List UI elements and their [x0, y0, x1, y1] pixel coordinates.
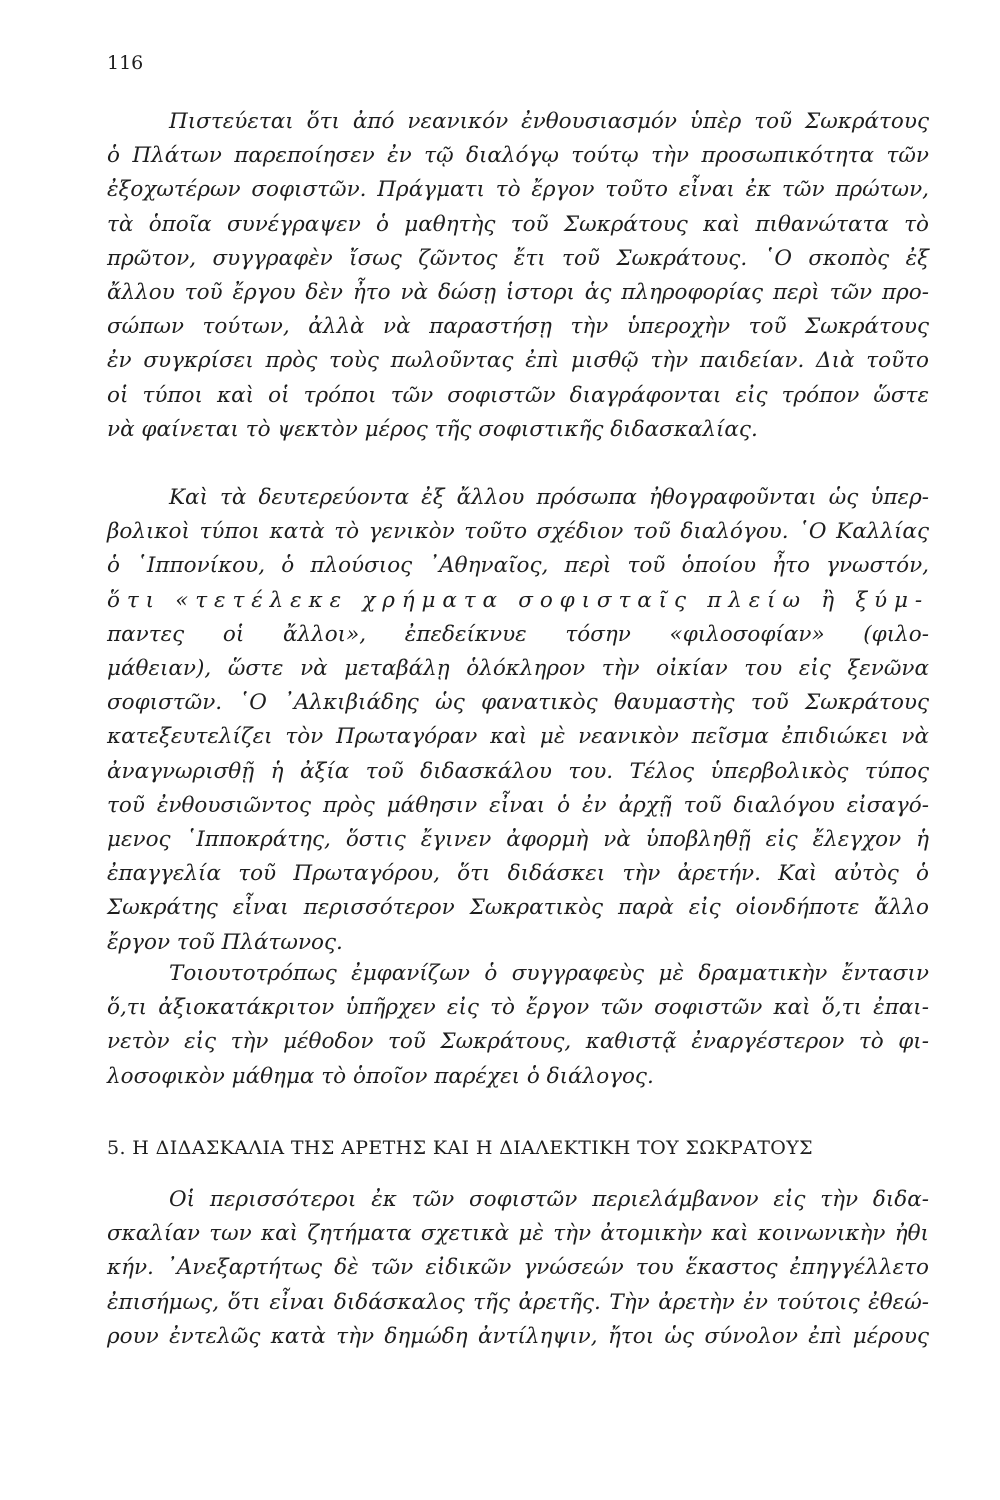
- text-line: ὁ ῾Ιππονίκου, ὁ πλούσιος ᾿Αθηναῖος, περὶ τοῦ ὁποίου ἦτο γνωστόν,: [107, 553, 929, 579]
- text-line: σοφιστῶν. ῾Ο ᾿Αλκιβιάδης ὡς φανατικὸς θαυμαστὴς τοῦ Σωκράτους: [107, 690, 929, 716]
- text-line: ἐπισήμως, ὅτι εἶναι διδάσκαλος τῆς ἀρετῆς. Τὴν ἀρετὴν ἐν τούτοις ἐθεώ-: [107, 1289, 929, 1315]
- text-line: κατεξευτελίζει τὸν Πρωταγόραν καὶ μὲ νεανικὸν πεῖσμα ἐπιδιώκει νὰ: [107, 724, 929, 750]
- text-line: λοσοφικὸν μάθημα τὸ ὁποῖον παρέχει ὁ διάλογος.: [107, 1063, 654, 1089]
- text-line: ἐν συγκρίσει πρὸς τοὺς πωλοῦντας ἐπὶ μισθῷ τὴν παιδείαν. Διὰ τοῦτο: [107, 348, 929, 374]
- text-line: τὰ ὁποῖα συνέγραψεν ὁ μαθητὴς τοῦ Σωκράτους καὶ πιθανώτατα τὸ: [107, 211, 929, 237]
- text-line: τοῦ ἐνθουσιῶντος πρὸς μάθησιν εἶναι ὁ ἐν ἀρχῇ τοῦ διαλόγου εἰσαγό-: [107, 792, 929, 818]
- section-heading: 5. Η ΔΙΔΑΣΚΑΛΙΑ ΤΗΣ ΑΡΕΤΗΣ ΚΑΙ Η ΔΙΑΛΕΚΤΙΚΗ ΤΟΥ ΣΩΚΡΑΤΟΥΣ: [107, 1137, 813, 1159]
- text-line: ρουν ἐντελῶς κατὰ τὴν δημώδη ἀντίληψιν, ἤτοι ὡς σύνολον ἐπὶ μέρους: [107, 1323, 929, 1349]
- text-line: Πιστεύεται ὅτι ἀπό νεανικόν ἐνθουσιασμόν ὑπὲρ τοῦ Σωκράτους: [169, 109, 929, 134]
- text-line: Οἱ περισσότεροι ἐκ τῶν σοφιστῶν περιελάμβανον εἰς τὴν διδα-: [169, 1187, 929, 1212]
- text-line: Καὶ τὰ δευτερεύοντα ἐξ ἄλλου πρόσωπα ἠθογραφοῦνται ὡς ὑπερ-: [169, 485, 929, 510]
- text-line: βολικοὶ τύποι κατὰ τὸ γενικὸν τοῦτο σχέδιον τοῦ διαλόγου. ῾Ο Καλλίας: [107, 519, 929, 545]
- text-line: ὅ,τι ἀξιοκατάκριτον ὑπῆρχεν εἰς τὸ ἔργον τῶν σοφιστῶν καὶ ὅ,τι ἐπαι-: [107, 995, 929, 1021]
- paragraph-4: [107, 1183, 929, 1354]
- text-line: ἄλλου τοῦ ἔργου δὲν ἦτο νὰ δώσῃ ἱστορι ἁς πληροφορίας περὶ τῶν προ-: [107, 280, 929, 306]
- page-number: 116: [107, 52, 144, 74]
- text-line: οἱ τύποι καὶ οἱ τρόποι τῶν σοφιστῶν διαγράφονται εἰς τρόπον ὥστε: [107, 382, 929, 408]
- text-line: κήν. ᾿Ανεξαρτήτως δὲ τῶν εἰδικῶν γνώσεών του ἕκαστος ἐπηγγέλλετο: [107, 1255, 929, 1281]
- text-line: μάθειαν), ὥστε νὰ μεταβάλῃ ὁλόκληρον τὴν οἰκίαν του εἰς ξενῶνα: [107, 656, 929, 682]
- text-line: πρῶτον, συγγραφὲν ἴσως ζῶντος ἔτι τοῦ Σωκράτους. ῾Ο σκοπὸς ἐξ: [107, 245, 929, 271]
- text-line: νὰ φαίνεται τὸ ψεκτὸν μέρος τῆς σοφιστικῆς διδασκαλίας.: [107, 416, 758, 442]
- text-line: σώπων τούτων, ἀλλὰ νὰ παραστήσῃ τὴν ὑπεροχὴν τοῦ Σωκράτους: [107, 314, 929, 340]
- paragraph-1: [107, 105, 929, 447]
- text-line: Τοιουτοτρόπως ἐμφανίζων ὁ συγγραφεὺς μὲ δραματικὴν ἔντασιν: [169, 961, 929, 986]
- text-line: ἀναγνωρισθῇ ἡ ἀξία τοῦ διδασκάλου του. Τέλος ὑπερβολικὸς τύπος: [107, 758, 929, 784]
- text-line: ὁ Πλάτων παρεποίησεν ἐν τῷ διαλόγῳ τούτῳ τὴν προσωπικότητα τῶν: [107, 143, 929, 169]
- text-line: Σωκράτης εἶναι περισσότερον Σωκρατικὸς παρὰ εἰς οἱονδήποτε ἄλλο: [107, 895, 929, 921]
- paragraph-2: [107, 481, 929, 960]
- text-line-quotation: παντες οἱ ἄλλοι», ἐπεδείκνυε τόσην «φιλοσοφίαν» (φιλο-: [107, 621, 929, 647]
- text-line: νετὸν εἰς τὴν μέθοδον τοῦ Σωκράτους, καθιστᾷ ἐναργέστερον τὸ φι-: [107, 1029, 929, 1055]
- text-line-quotation: ὅτι «τετέλεκε χρήματα σοφισταῖς πλείω ἢ ξύμ-: [107, 587, 929, 613]
- text-line: ἔργον τοῦ Πλάτωνος.: [107, 929, 343, 955]
- text-line: ἐξοχωτέρων σοφιστῶν. Πράγματι τὸ ἔργον τοῦτο εἶναι ἐκ τῶν πρώτων,: [107, 177, 929, 203]
- text-line: σκαλίαν των καὶ ζητήματα σχετικὰ μὲ τὴν ἀτομικὴν καὶ κοινωνικὴν ἠθι: [107, 1221, 929, 1247]
- paragraph-3: [107, 957, 929, 1094]
- text-line: μενος ῾Ιπποκράτης, ὅστις ἔγινεν ἀφορμὴ νὰ ὑποβληθῇ εἰς ἔλεγχον ἡ: [107, 827, 929, 853]
- text-line: ἐπαγγελία τοῦ Πρωταγόρου, ὅτι διδάσκει τὴν ἀρετήν. Καὶ αὐτὸς ὁ: [107, 861, 929, 887]
